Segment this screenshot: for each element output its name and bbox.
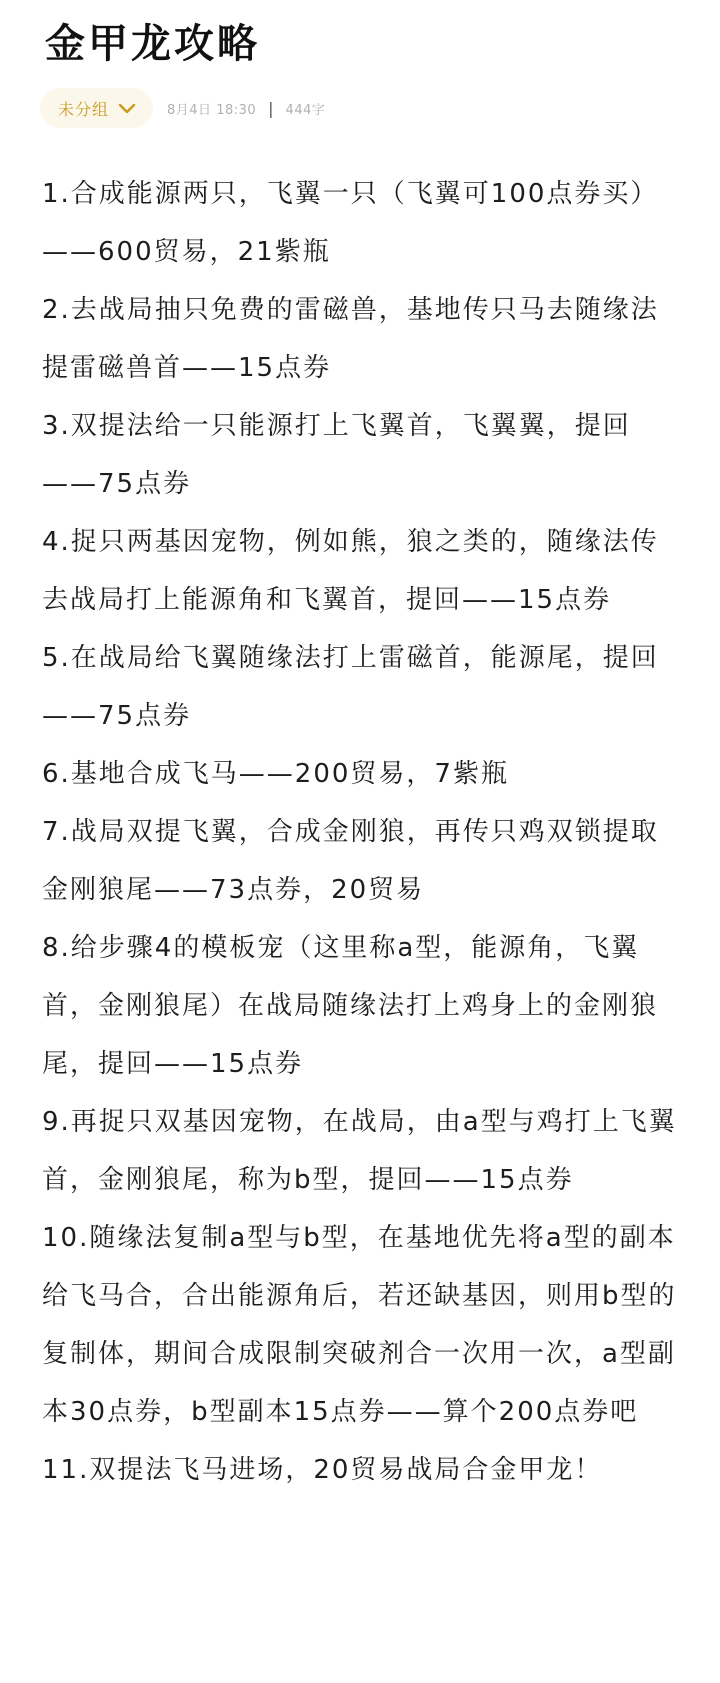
step-paragraph: 6.基地合成飞马——200贸易，7紫瓶 <box>42 759 509 789</box>
step-paragraph: 8.给步骤4的模板宠（这里称a型，能源角，飞翼首，金刚狼尾）在战局随缘法打上鸡身上的金刚狼尾，提回——15点券 <box>42 933 659 1079</box>
step-paragraph: 1.合成能源两只，飞翼一只（飞翼可100点券买）——600贸易，21紫瓶 <box>42 179 659 267</box>
step-paragraph: 7.战局双提飞翼，合成金刚狼，再传只鸡双锁提取金刚狼尾——73点券，20贸易 <box>42 817 659 905</box>
chevron-down-icon <box>115 96 139 120</box>
group-label: 未分组 <box>58 99 110 119</box>
step-paragraph: 9.再捉只双基因宠物，在战局，由a型与鸡打上飞翼首，金刚狼尾，称为b型，提回——15点券 <box>42 1107 677 1195</box>
meta-separator: | <box>268 98 274 118</box>
step-paragraph: 4.捉只两基因宠物，例如熊，狼之类的，随缘法传去战局打上能源角和飞翼首，提回——15点券 <box>42 527 659 615</box>
step-paragraph: 3.双提法给一只能源打上飞翼首，飞翼翼，提回——75点券 <box>42 411 631 499</box>
step-paragraph: 11.双提法飞马进场，20贸易战局合金甲龙！ <box>42 1455 603 1485</box>
group-selector[interactable] <box>40 88 153 128</box>
note-meta <box>40 88 325 128</box>
step-paragraph: 10.随缘法复制a型与b型，在基地优先将a型的副本给飞马合，合出能源角后，若还缺基因，则用b型的复制体，期间合成限制突破剂合一次用一次，a型副本30点券，b型副本15点券——算个200点券吧 <box>42 1223 677 1427</box>
page-title: 金甲龙攻略 <box>45 21 260 67</box>
note-date: 8月4日 18:30 <box>167 102 257 118</box>
word-count: 444字 <box>285 102 326 118</box>
step-paragraph: 5.在战局给飞翼随缘法打上雷磁首，能源尾，提回——75点券 <box>42 643 659 731</box>
note-body[interactable] <box>42 165 682 1499</box>
step-paragraph: 2.去战局抽只免费的雷磁兽，基地传只马去随缘法提雷磁兽首——15点券 <box>42 295 659 383</box>
